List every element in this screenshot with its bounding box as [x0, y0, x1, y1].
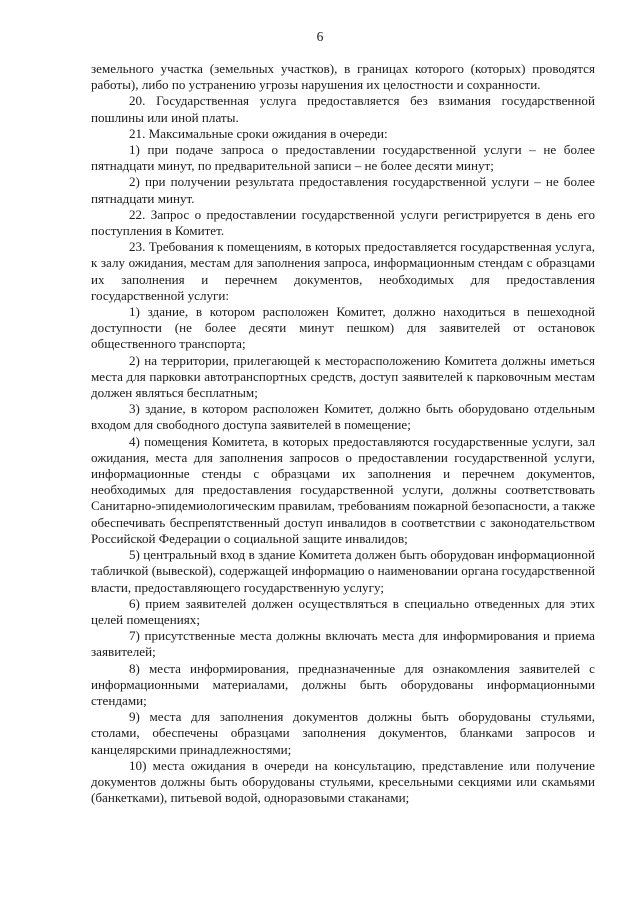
document-body — [91, 61, 595, 806]
paragraph-item-23-5: 5) центральный вход в здание Комитета должен быть оборудован информационной табличкой (вывеской), содержащей информацию о наименовании органа государственной власти, предоставляющего государственную услугу; — [91, 547, 595, 595]
paragraph-item-23-6: 6) прием заявителей должен осуществляться в специально отведенных для этих целей помещениях; — [91, 595, 595, 627]
paragraph-item-23-9: 9) места для заполнения документов должны быть оборудованы стульями, столами, обеспечены образцами заполнения документов, бланками запросов и канцелярскими принадлежностями; — [91, 709, 595, 757]
page-number: 6 — [316, 29, 324, 44]
paragraph-item-23-4: 4) помещения Комитета, в которых предоставляются государственные услуги, зал ожидания, места для заполнения запросов о предоставлении государственной услуги, информационные стенды с образцами их заполнения и перечнем документов, необходимых для предоставления государственной услуги, должны соответствовать Санитарно-эпидемиологическим правилам, требованиям пожарной безопасности, а также обеспечивать беспрепятственный доступ инвалидов в соответствии с законодательством Российской Федерации о социальной защите инвалидов; — [91, 433, 596, 546]
paragraph-continuation: земельного участка (земельных участков), в границах которого (которых) проводятся работы), либо по устранению угрозы нарушения их целостности и сохранности. — [91, 61, 595, 93]
paragraph-item-23: 23. Требования к помещениям, в которых предоставляется государственная услуга, к залу ожидания, местам для заполнения запроса, информационным стендам с образцами их заполнения и перечнем документов, необходимых для предоставления государственной услуги: — [91, 239, 595, 303]
paragraph-item-21-2: 2) при получении результата предоставления государственной услуги – не более пятнадцати минут. — [91, 174, 595, 206]
paragraph-item-22: 22. Запрос о предоставлении государственной услуги регистрируется в день его поступления в Комитет. — [91, 206, 595, 239]
paragraph-item-20: 20. Государственная услуга предоставляется без взимания государственной пошлины или иной платы. — [91, 93, 595, 125]
paragraph-item-23-2: 2) на территории, прилегающей к месторасположению Комитета должны иметься места для парковки автотранспортных средств, доступ заявителей к парковочным местам должен являться бесплатным; — [91, 352, 595, 401]
paragraph-item-23-8: 8) места информирования, предназначенные для ознакомления заявителей с информационными материалами, должны быть оборудованы информационными стендами; — [91, 660, 595, 708]
paragraph-item-23-1: 1) здание, в котором расположен Комитет, должно находиться в пешеходной доступности (не более десяти минут пешком) для заявителей от остановок общественного транспорта; — [91, 304, 595, 352]
paragraph-item-21-1: 1) при подаче запроса о предоставлении государственной услуги – не более пятнадцати минут, по предварительной записи – не более десяти минут; — [91, 142, 595, 174]
paragraph-item-23-3: 3) здание, в котором расположен Комитет, должно быть оборудовано отдельным входом для свободного доступа заявителей в помещение; — [91, 401, 595, 433]
paragraph-item-23-10: 10) места ожидания в очереди на консультацию, представление или получение документов должны быть оборудованы стульями, кресельными секциями или скамьями (банкетками), питьевой водой, одноразовыми стаканами; — [91, 757, 595, 806]
paragraph-item-23-7: 7) присутственные места должны включать места для информирования и приема заявителей; — [91, 628, 595, 660]
paragraph-item-21: 21. Максимальные сроки ожидания в очереди: — [129, 125, 388, 141]
